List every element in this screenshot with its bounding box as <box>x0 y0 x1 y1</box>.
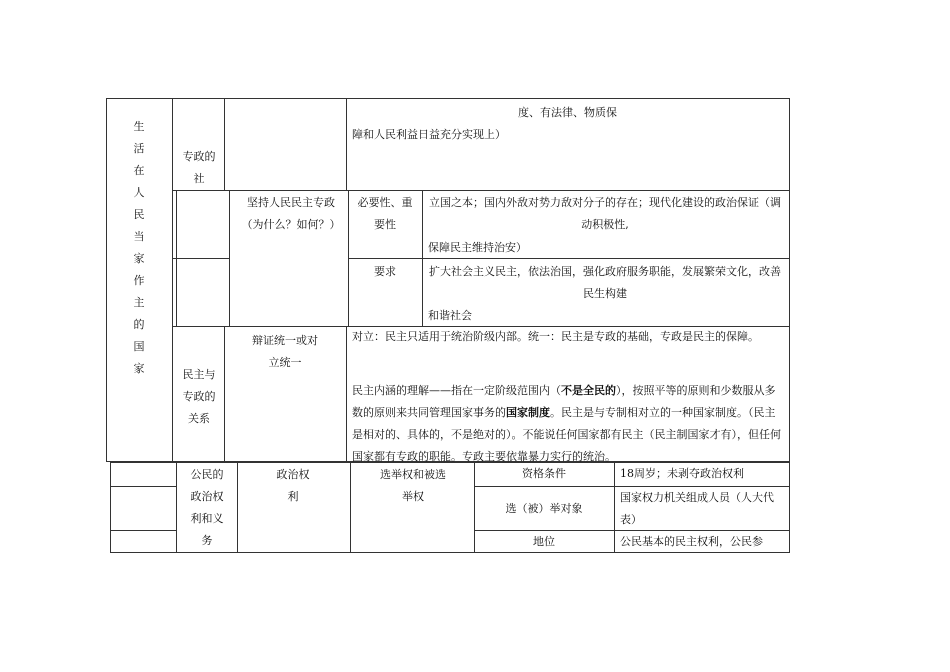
necessity-label: 必要性、重要性 <box>357 196 413 231</box>
requirement-text: 扩大社会主义民主，依法治国，强化政府服务职能，发展繁荣文化，改善民生构建 <box>429 265 781 300</box>
grid-line <box>614 462 615 552</box>
grid-line <box>224 326 225 462</box>
understanding-part: 民主内涵的理解——指在一定阶级范围内（ <box>352 384 561 397</box>
topic-char: 活 <box>133 142 145 155</box>
grid-line <box>237 462 238 552</box>
rights-row-label: 地位 <box>533 535 555 548</box>
rights-row-value: 18周岁；未剥夺政治权利 <box>620 467 744 480</box>
topic-char: 主 <box>133 296 145 309</box>
understanding-emphasis: 不是全民的 <box>561 384 616 397</box>
rights-row-value: 国家权力机关组成人员（人大代表） <box>620 491 774 526</box>
rights-row-label: 资格条件 <box>522 467 566 480</box>
topic-char: 人 <box>133 186 145 199</box>
rights-row-label: 选（被）举对象 <box>505 502 583 515</box>
grid-line <box>789 462 790 552</box>
principle-cell: 坚持人民民主专政（为什么？如何？） <box>241 196 341 231</box>
requirement-label: 要求 <box>374 265 396 278</box>
topic-char: 家 <box>133 362 145 375</box>
dialectic-label: 辩证统一或对立统一 <box>252 334 318 369</box>
rights-row-value: 公民基本的民主权利，公民参 <box>620 535 763 548</box>
democracy-understanding <box>352 380 786 468</box>
grid-line <box>110 462 111 552</box>
understanding-part: ），按照平等的原则和少数服从多数的原则来共同管理国家事务的 <box>352 384 776 419</box>
grid-line <box>110 530 176 531</box>
relation-text: 对立：民主只适用于统治阶级内部。统一：民主是专政的基础，专政是民主的保障。 <box>352 330 759 343</box>
topic-char: 的 <box>133 318 145 331</box>
grid-line <box>350 462 351 552</box>
topic-char: 当 <box>133 230 145 243</box>
grid-line <box>110 486 176 487</box>
cell-dictatorship: 专政的社 <box>182 150 216 185</box>
topic-column <box>106 116 172 380</box>
grid-line <box>172 258 229 259</box>
understanding-part: 。民主是与专制相对立的一种国家制度。（民主是相对的、具体的，不是绝对的）。不能说任何国家都有民主（民主制国家才有），但任何国家都有专政的职能。专政主要依靠暴力实行的统治。 <box>352 406 781 463</box>
citizen-rights-title: 公民的政治权利和义务 <box>190 468 224 547</box>
political-rights-cell: 政治权利 <box>276 468 310 503</box>
topic-char: 生 <box>133 120 145 133</box>
grid-line <box>346 326 347 462</box>
grid-line <box>172 190 790 191</box>
topic-char: 家 <box>133 252 145 265</box>
understanding-emphasis: 国家制度 <box>506 406 550 419</box>
topic-char: 作 <box>133 274 145 287</box>
grid-line <box>224 98 225 190</box>
grid-line <box>346 98 347 190</box>
necessity-text: 立国之本；国内外敌对势力敌对分子的存在；现代化建设的政治保证（调动积极性, <box>429 196 781 231</box>
topic-char: 国 <box>133 340 145 353</box>
row1-content-line1: 度、有法律、物质保 <box>518 106 617 119</box>
relation-label: 民主与专政的关系 <box>182 368 216 425</box>
grid-line <box>348 258 790 259</box>
topic-char: 在 <box>133 164 145 177</box>
topic-char: 民 <box>133 208 145 221</box>
election-right-cell: 选举权和被选举权 <box>380 468 446 503</box>
grid-line <box>229 190 230 326</box>
row1-content-line2: 障和人民利益日益充分实现上） <box>352 128 506 141</box>
requirement-tail: 和谐社会 <box>428 309 472 322</box>
grid-line <box>172 98 173 462</box>
grid-line <box>176 462 177 552</box>
necessity-tail: 保障民主维持治安） <box>428 241 527 254</box>
